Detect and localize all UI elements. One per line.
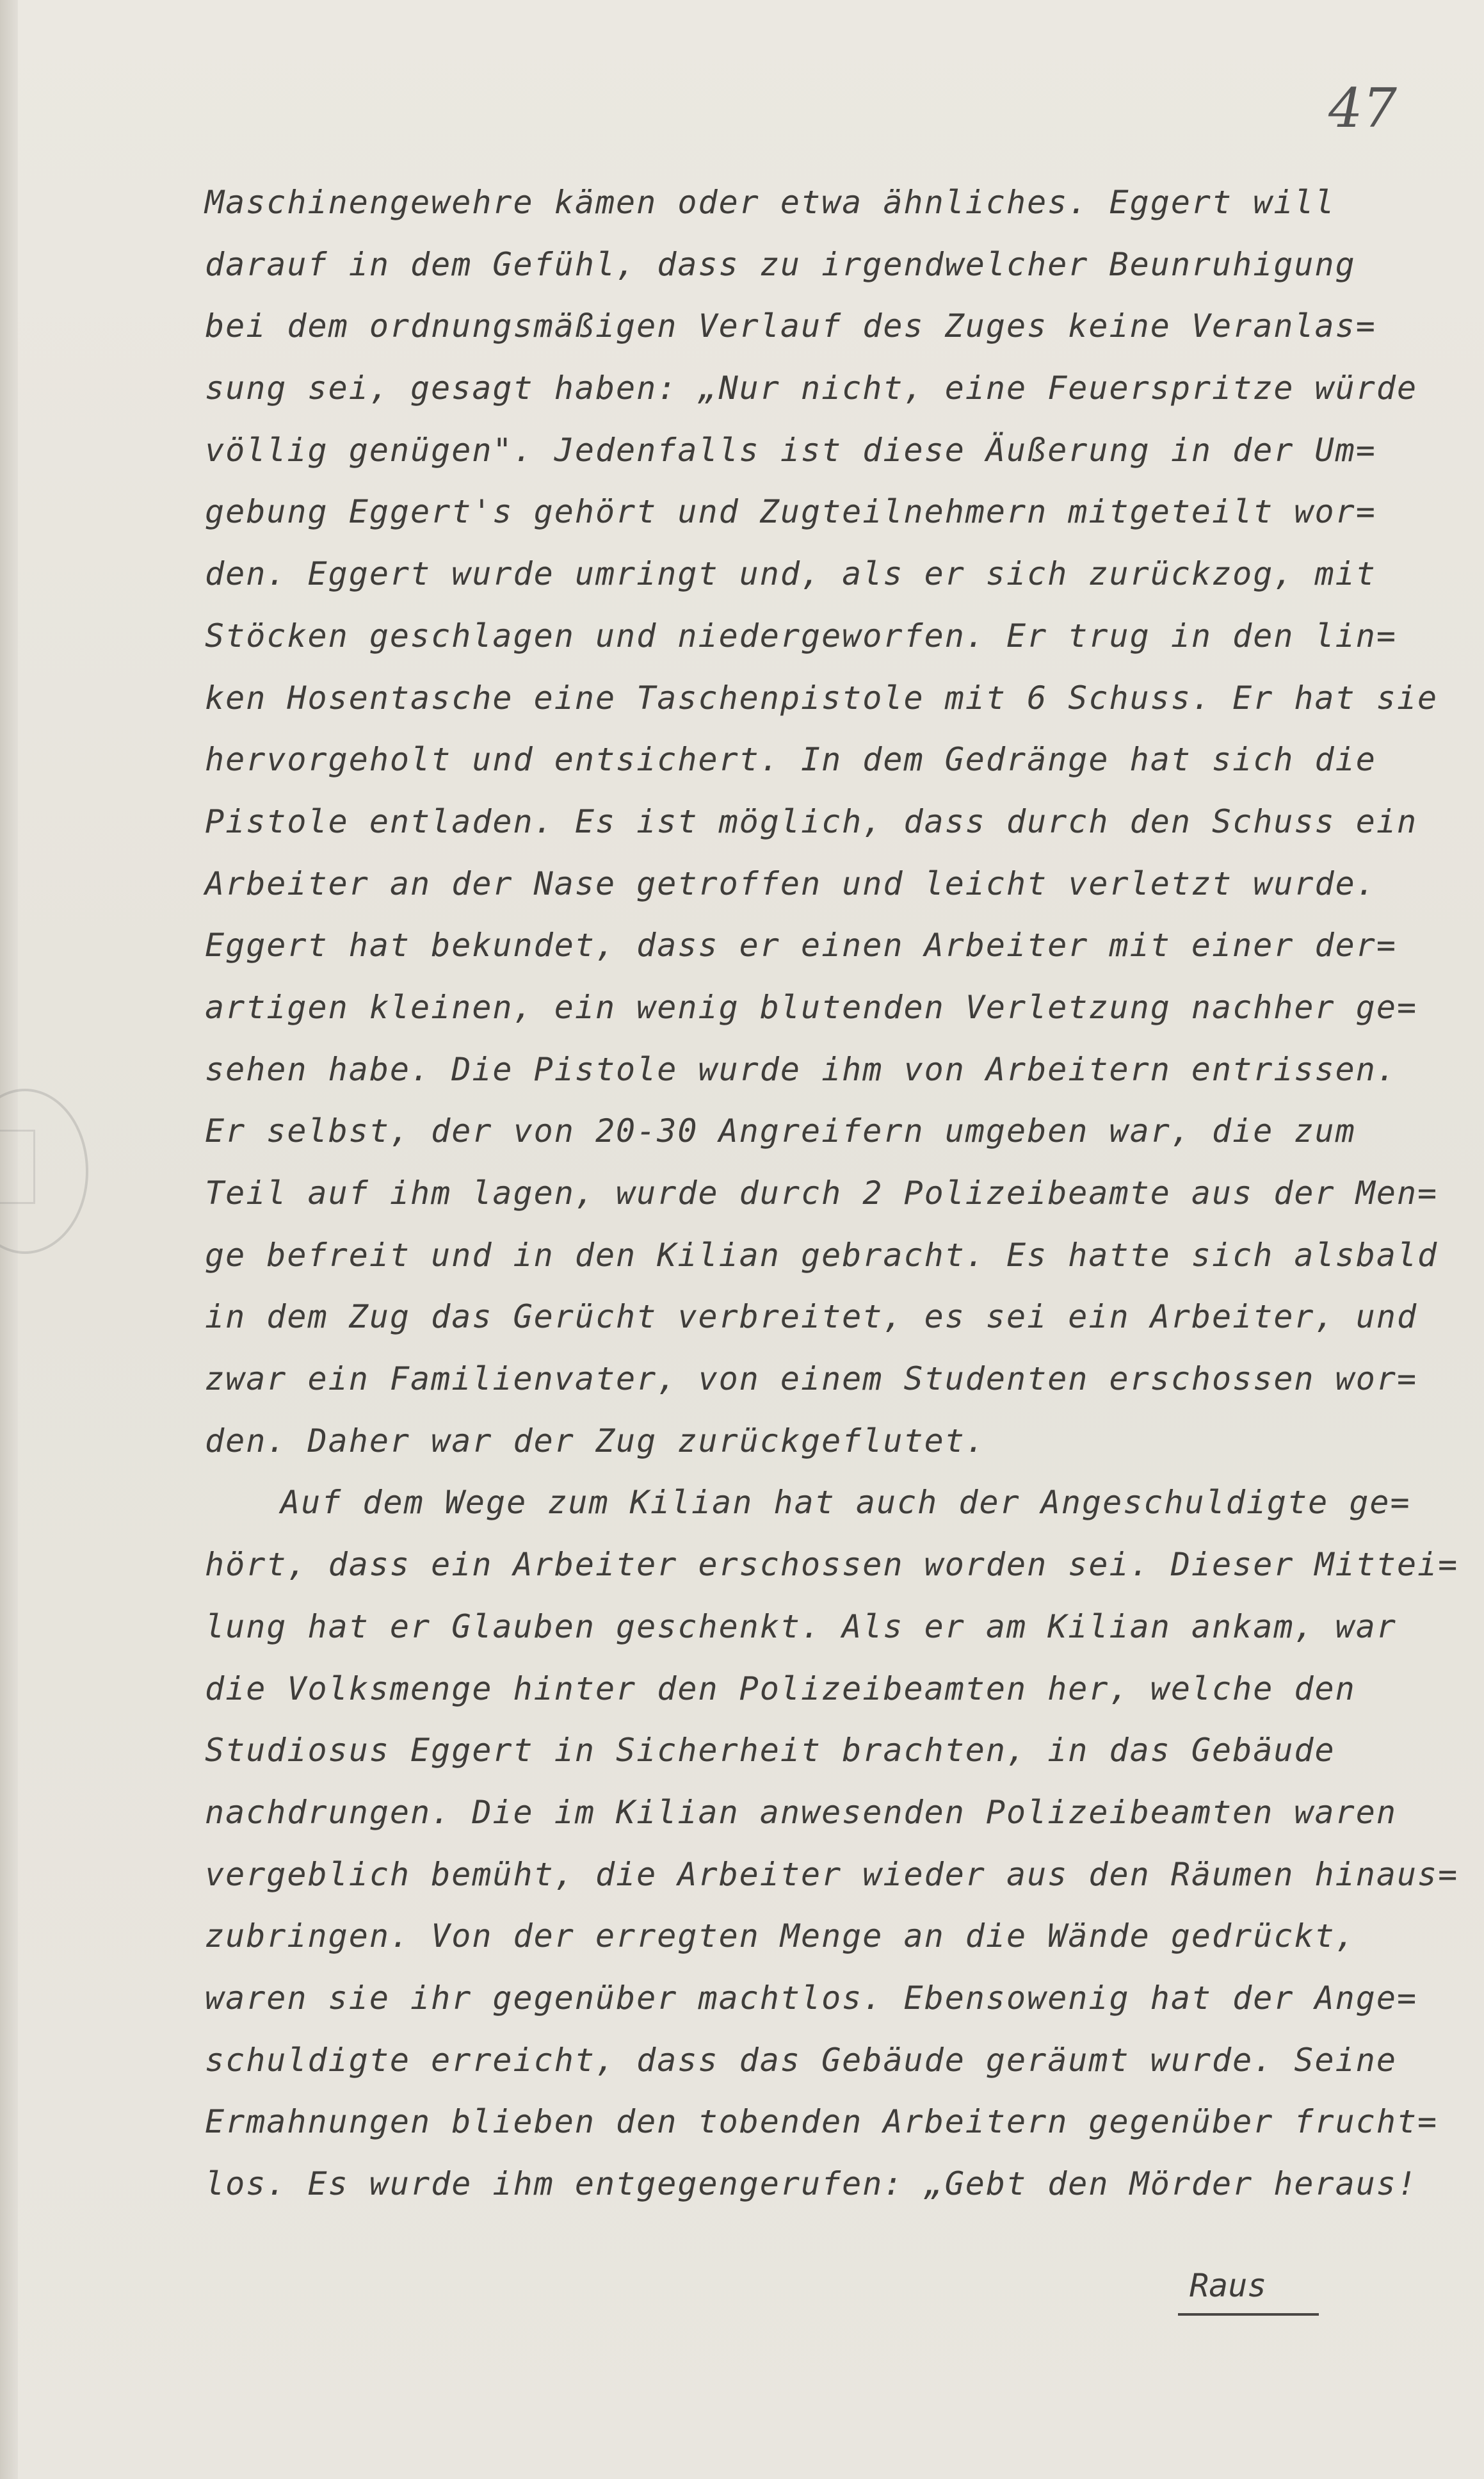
archive-stamp-icon [0,1089,88,1254]
text-line: den. Daher war der Zug zurückgeflutet. [205,1422,986,1459]
page-number: 47 [1328,77,1397,140]
text-line: zubringen. Von der erregten Menge an die Wände gedrückt, [205,1917,1356,1955]
catchword: Raus [1190,2267,1267,2304]
text-line: artigen kleinen, ein wenig blutenden Verletzung nachher ge= [205,988,1418,1026]
text-line: vergeblich bemüht, die Arbeiter wieder aus den Räumen hinaus= [205,1855,1459,1893]
text-line: gebung Eggert's gehört und Zugteilnehmern mitgeteilt wor= [205,493,1376,531]
catchword-underline [1178,2313,1319,2316]
text-line: Er selbst, der von 20-30 Angreifern umgeben war, die zum [205,1112,1356,1150]
text-line: Pistole entladen. Es ist möglich, dass durch den Schuss ein [205,802,1418,840]
text-line: Ermahnungen blieben den tobenden Arbeitern gegenüber frucht= [205,2103,1439,2141]
text-line: ge befreit und in den Kilian gebracht. Es hatte sich alsbald [205,1236,1439,1274]
text-line: hört, dass ein Arbeiter erschossen worden sei. Dieser Mittei= [205,1546,1459,1584]
text-line: hervorgeholt und entsichert. In dem Gedränge hat sich die [205,741,1376,779]
text-line: Studiosus Eggert in Sicherheit brachten, in das Gebäude [205,1732,1335,1769]
text-line: den. Eggert wurde umringt und, als er sich zurückzog, mit [205,555,1376,593]
text-line: völlig genügen". Jedenfalls ist diese Äußerung in der Um= [205,431,1376,469]
text-line: Stöcken geschlagen und niedergeworfen. Er trug in den lin= [205,617,1397,654]
text-line: ken Hosentasche eine Taschenpistole mit 6 Schuss. Er hat sie [205,679,1439,717]
text-line: schuldigte erreicht, dass das Gebäude geräumt wurde. Seine [205,2041,1397,2079]
text-line: darauf in dem Gefühl, dass zu irgendwelcher Beunruhigung [205,245,1356,283]
text-line: zwar ein Familienvater, von einem Studenten erschossen wor= [205,1360,1418,1398]
text-line: Auf dem Wege zum Kilian hat auch der Angeschuldigte ge= [280,1484,1411,1522]
text-line: Arbeiter an der Nase getroffen und leicht verletzt wurde. [205,865,1376,902]
text-line: sehen habe. Die Pistole wurde ihm von Arbeitern entrissen. [205,1050,1397,1088]
text-line: nachdrungen. Die im Kilian anwesenden Polizeibeamten waren [205,1793,1397,1831]
text-line: in dem Zug das Gerücht verbreitet, es sei ein Arbeiter, und [205,1298,1418,1336]
text-line: Teil auf ihm lagen, wurde durch 2 Polizeibeamte aus der Men= [205,1174,1439,1212]
text-line: lung hat er Glauben geschenkt. Als er am Kilian ankam, war [205,1607,1397,1645]
typed-text-body [205,172,1459,2215]
text-line: Eggert hat bekundet, dass er einen Arbeiter mit einer der= [205,927,1397,964]
text-line: bei dem ordnungsmäßigen Verlauf des Zuges keine Veranlas= [205,307,1376,345]
text-line: sung sei, gesagt haben: „Nur nicht, eine Feuerspritze würde [205,370,1418,407]
text-line: los. Es wurde ihm entgegengerufen: „Gebt den Mörder heraus! [205,2165,1418,2202]
text-line: waren sie ihr gegenüber machtlos. Ebensowenig hat der Ange= [205,1979,1418,2017]
text-line: die Volksmenge hinter den Polizeibeamten her, welche den [205,1670,1356,1707]
text-line: Maschinengewehre kämen oder etwa ähnliches. Eggert will [205,184,1335,221]
